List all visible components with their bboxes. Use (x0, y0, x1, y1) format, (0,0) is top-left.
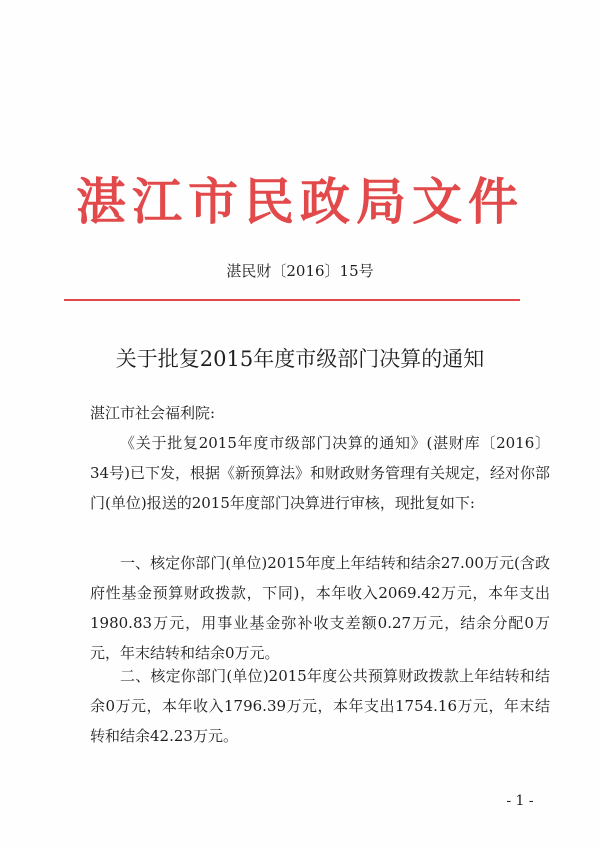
notice-title: 关于批复2015年度市级部门决算的通知 (115, 347, 485, 371)
page-number: - 1 - (506, 793, 534, 809)
document-number: 湛民财〔2016〕15号 (226, 262, 374, 280)
header-divider (64, 299, 520, 301)
recipient-line: 湛江市社会福利院: (90, 404, 216, 422)
paragraph-intro: 《关于批复2015年度市级部门决算的通知》(湛财库〔2016〕34号)已下发，根据《新预算法》和财政财务管理有关规定，经对你部门(单位)报送的2015年度部门决算进行审核，现批复如下: (90, 434, 550, 512)
document-header-title: 湛江市民政局文件 (76, 172, 524, 231)
paragraph-item-two: 二、核定你部门(单位)2015年度公共预算财政拨款上年结转和结余0万元，本年收入1796.39万元，本年支出1754.16万元，年末结转和结余42.23万元。 (90, 667, 550, 745)
paragraph-item-one: 一、核定你部门(单位)2015年度上年结转和结余27.00万元(含政府性基金预算财政拨款，下同)，本年收入2069.42万元，本年支出1980.83万元，用事业基金弥补收支差额0.27万元，结余分配0万元，年末结转和结余0万元。 (90, 554, 550, 662)
